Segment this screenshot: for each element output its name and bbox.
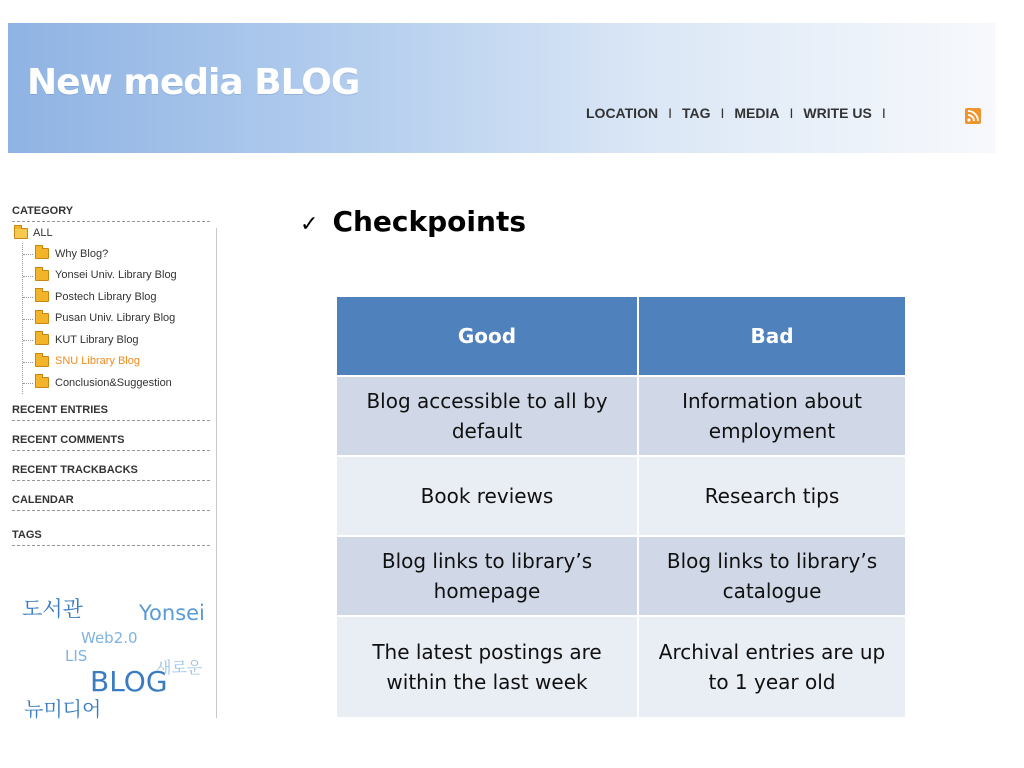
tag-link[interactable]: 새로운 (156, 658, 203, 677)
category-heading: CATEGORY (12, 205, 74, 217)
category-all-label: ALL (33, 227, 53, 239)
folder-open-icon (14, 228, 28, 239)
tag-link[interactable]: 도서관 (22, 597, 83, 621)
tag-link[interactable]: Yonsei (139, 601, 205, 625)
category-item-snu[interactable] (35, 351, 217, 373)
table-row (336, 376, 906, 456)
checkmark-icon: ✓ (300, 212, 319, 237)
category-all[interactable] (14, 227, 217, 239)
table-cell: Blog links to library’s homepage (336, 536, 638, 616)
folder-icon (35, 334, 49, 345)
section-divider (12, 510, 210, 511)
section-divider (12, 221, 210, 222)
checkpoints-heading (300, 205, 526, 238)
tag-cloud (12, 585, 217, 725)
column-header-bad: Bad (638, 296, 906, 376)
table-cell: Blog accessible to all by default (336, 376, 638, 456)
section-divider (12, 420, 210, 421)
tag-link[interactable]: 뉴미디어 (24, 697, 102, 721)
table-cell: Book reviews (336, 456, 638, 536)
table-row (336, 456, 906, 536)
category-item-label: Why Blog? (55, 247, 109, 260)
column-header-good: Good (336, 296, 638, 376)
recent-trackbacks-heading: RECENT TRACKBACKS (12, 463, 138, 476)
category-item-label: Conclusion&Suggestion (55, 376, 172, 389)
folder-icon (35, 356, 49, 367)
blog-logo[interactable]: New media BLOG (27, 62, 360, 103)
recent-comments-heading: RECENT COMMENTS (12, 433, 125, 446)
category-item-pusan[interactable] (35, 308, 217, 330)
tag-link[interactable]: BLOG (90, 665, 168, 698)
category-item-yonsei[interactable] (35, 265, 217, 287)
tags-heading: TAGS (12, 528, 42, 541)
nav-media[interactable]: MEDIA (734, 105, 780, 121)
recent-trackbacks-section[interactable] (12, 464, 217, 481)
table-cell: Research tips (638, 456, 906, 536)
category-item-label: Postech Library Blog (55, 290, 157, 303)
calendar-heading: CALENDAR (12, 493, 74, 506)
section-divider (12, 450, 210, 451)
nav-tag[interactable]: TAG (681, 105, 711, 121)
recent-comments-section[interactable] (12, 434, 217, 451)
table-row (336, 616, 906, 718)
tag-link[interactable]: Web2.0 (81, 629, 138, 647)
calendar-section[interactable] (12, 494, 217, 511)
category-item-label: SNU Library Blog (55, 355, 140, 368)
category-item-kut[interactable] (35, 329, 217, 351)
recent-entries-heading: RECENT ENTRIES (12, 403, 108, 416)
category-item-label: KUT Library Blog (55, 333, 139, 346)
folder-icon (35, 377, 49, 388)
nav-separator: I (720, 105, 725, 121)
section-divider (12, 545, 210, 546)
folder-icon (35, 270, 49, 281)
tags-section[interactable] (12, 529, 217, 546)
section-divider (12, 480, 210, 481)
folder-icon (35, 248, 49, 259)
checkpoints-title: Checkpoints (332, 205, 526, 238)
table-header-row (336, 296, 906, 376)
category-tree (22, 243, 217, 394)
category-item-label: Yonsei Univ. Library Blog (55, 269, 177, 282)
table-cell: Information about employment (638, 376, 906, 456)
table-cell: Blog links to library’s catalogue (638, 536, 906, 616)
category-item-postech[interactable] (35, 286, 217, 308)
nav-separator: I (881, 105, 886, 121)
category-item-why-blog[interactable] (35, 243, 217, 265)
table-row (336, 536, 906, 616)
tag-link[interactable]: LIS (65, 647, 88, 665)
checkpoints-table (335, 295, 907, 719)
folder-icon (35, 291, 49, 302)
top-navigation (586, 105, 886, 121)
nav-separator: I (668, 105, 672, 121)
folder-icon (35, 313, 49, 324)
sidebar (12, 205, 217, 721)
nav-write-us[interactable]: WRITE US (803, 105, 872, 121)
rss-feed-icon[interactable] (965, 108, 981, 124)
category-item-conclusion[interactable] (35, 372, 217, 394)
category-item-label: Pusan Univ. Library Blog (55, 312, 176, 325)
table-cell: Archival entries are up to 1 year old (638, 616, 906, 718)
nav-separator: I (789, 105, 794, 121)
nav-location[interactable]: LOCATION (586, 105, 659, 121)
recent-entries-section[interactable] (12, 404, 217, 421)
table-cell: The latest postings are within the last week (336, 616, 638, 718)
